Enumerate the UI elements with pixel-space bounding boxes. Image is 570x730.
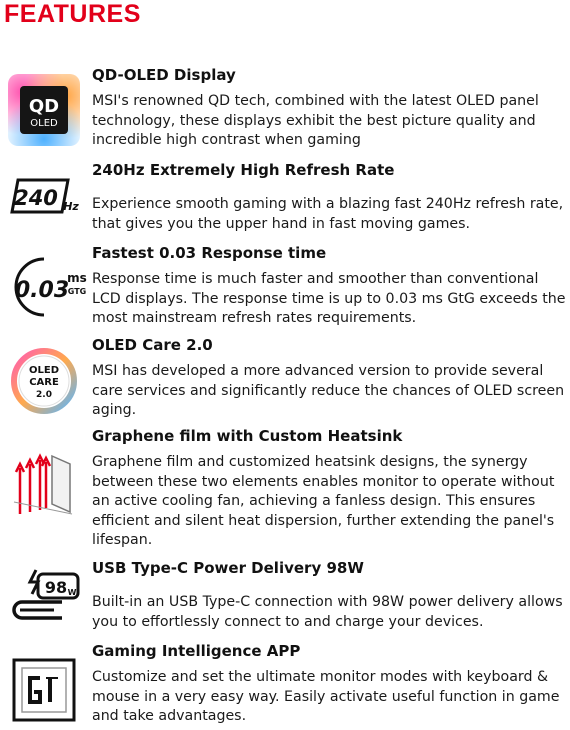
page-title: FEATURES: [4, 0, 141, 28]
feature-description: MSI's renowned QD tech, combined with the latest OLED panel technology, these displays exhibit the best picture quality and incredible high contrast when gaming: [92, 93, 539, 148]
feature-description: Experience smooth gaming with a blazing fast 240Hz refresh rate, that gives you the upper hand in fast moving games.: [92, 196, 564, 232]
feature-title: Fastest 0.03 Response time: [92, 244, 327, 262]
oled-care-text-2: CARE: [29, 377, 59, 388]
qd-oled-icon-text: QD: [28, 96, 60, 117]
feature-title: 240Hz Extremely High Refresh Rate: [92, 161, 395, 179]
feature-description: Graphene film and customized heatsink designs, the synergy between these two elements enables monitor to operate without an active cooling fan, achieving a fanless design. This ensures efficient and silent heat dispersion, further extending the panel's lifespan.: [92, 454, 555, 548]
response-time-icon: [4, 249, 88, 325]
feature-title: OLED Care 2.0: [92, 336, 213, 354]
oled-care-icon: [6, 343, 82, 419]
feature-title: USB Type-C Power Delivery 98W: [92, 559, 364, 577]
refresh-rate-240hz-icon: [6, 158, 82, 234]
feature-description: Built-in an USB Type-C connection with 98W power delivery allows you to effortlessly connect to and charge your devices.: [92, 594, 563, 630]
qd-oled-icon: [6, 72, 82, 148]
usb-c-power-delivery-icon: [6, 562, 82, 638]
qd-oled-icon-subtext: OLED: [30, 118, 58, 129]
oled-care-text-1: OLED: [28, 365, 60, 376]
refresh-rate-unit: Hz: [63, 200, 79, 213]
usb-c-unit: W: [67, 588, 77, 597]
feature-title: Graphene film with Custom Heatsink: [92, 427, 403, 445]
response-time-number: 0.03: [14, 278, 70, 303]
refresh-rate-number: 240: [14, 186, 58, 210]
oled-care-text-3: 2.0: [36, 390, 52, 400]
usb-c-wattage: 98: [44, 578, 68, 597]
response-time-unit: ms: [67, 271, 87, 285]
response-time-gtg: GTG: [67, 287, 87, 296]
feature-title: Gaming Intelligence APP: [92, 642, 301, 660]
heatsink-icon: [6, 442, 82, 518]
gaming-intelligence-app-icon: [6, 652, 82, 728]
feature-description: Response time is much faster and smoother than conventional LCD displays. The response time is up to 0.03 ms GtG exceeds the most mainstream refresh rates requirements.: [92, 271, 566, 326]
feature-title: QD-OLED Display: [92, 66, 236, 84]
feature-description: Customize and set the ultimate monitor modes with keyboard & mouse in a very easy way. Easily activate useful function in game and take advantages.: [92, 669, 560, 724]
feature-description: MSI has developed a more advanced version to provide several care services and significantly reduce the chances of OLED screen aging.: [92, 363, 565, 418]
